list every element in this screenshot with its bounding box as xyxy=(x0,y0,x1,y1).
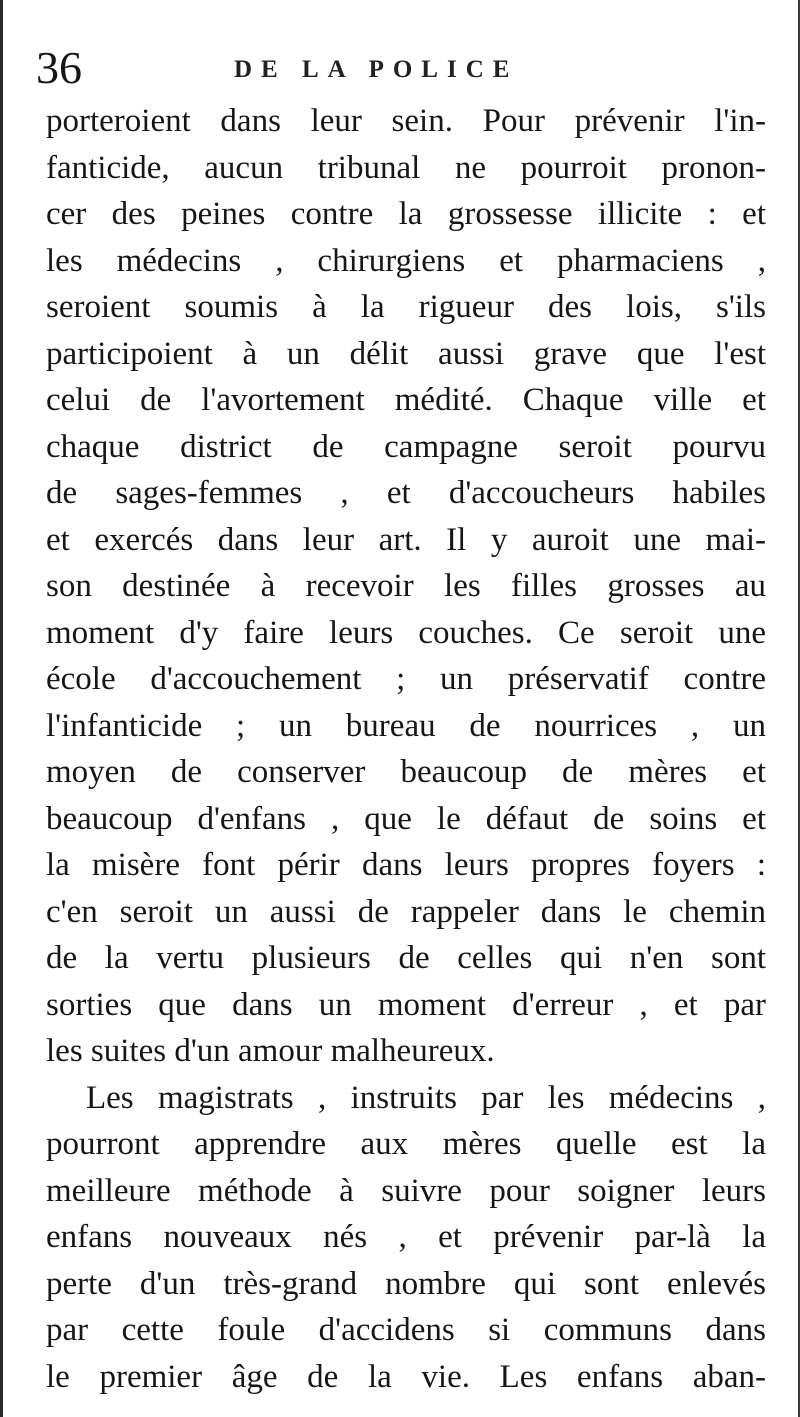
text-line: celui de l'avortement médité. Chaque ville et xyxy=(46,382,766,418)
text-line: c'en seroit un aussi de rappeler dans le chemin xyxy=(46,893,766,930)
text-line: sorties que dans un moment d'erreur , et par xyxy=(46,986,766,1023)
page-number: 36 xyxy=(36,42,82,93)
text-line: seroient soumis à la rigueur des lois, s'ils xyxy=(46,289,766,325)
text-line: pourront apprendre aux mères quelle est la xyxy=(46,1126,766,1162)
text-line: et exercés dans leur art. Il y auroit une mai- xyxy=(46,521,766,558)
text-line: Les magistrats , instruits par les médecins , xyxy=(86,1079,766,1116)
text-line: de sages-femmes , et d'accoucheurs habiles xyxy=(46,475,766,511)
text-line: de la vertu plusieurs de celles qui n'en sont xyxy=(46,940,766,976)
text-line: porteroient dans leur sein. Pour prévenir l'in- xyxy=(46,103,766,139)
text-line: l'infanticide ; un bureau de nourrices , un xyxy=(46,707,766,744)
text-line: les médecins , chirurgiens et pharmaciens , xyxy=(46,242,766,279)
text-line: les suites d'un amour malheureux. xyxy=(46,1033,495,1069)
text-line: cer des peines contre la grossesse illicite : et xyxy=(46,196,766,232)
text-line: beaucoup d'enfans , que le défaut de soins et xyxy=(46,800,766,837)
text-line: enfans nouveaux nés , et prévenir par-là la xyxy=(46,1219,766,1255)
text-line: école d'accouchement ; un préservatif contre xyxy=(46,661,766,697)
text-line: moyen de conserver beaucoup de mères et xyxy=(46,754,766,790)
text-line: moment d'y faire leurs couches. Ce seroit une xyxy=(46,614,766,651)
page-edge-left xyxy=(0,0,3,1417)
text-line: chaque district de campagne seroit pourvu xyxy=(46,428,766,465)
running-head: DE LA POLICE xyxy=(234,56,519,83)
text-line: par cette foule d'accidens si communs dans xyxy=(46,1312,766,1348)
text-line: son destinée à recevoir les filles grosses au xyxy=(46,568,766,604)
text-line: le premier âge de la vie. Les enfans aban- xyxy=(46,1358,766,1395)
text-line: meilleure méthode à suivre pour soigner leurs xyxy=(46,1172,766,1209)
body-text xyxy=(46,98,766,1400)
text-line: perte d'un très-grand nombre qui sont enlevés xyxy=(46,1265,766,1302)
text-line: fanticide, aucun tribunal ne pourroit pronon- xyxy=(46,149,766,186)
text-line: la misère font périr dans leurs propres foyers : xyxy=(46,847,766,883)
text-line: participoient à un délit aussi grave que l'est xyxy=(46,335,766,372)
page-header xyxy=(36,38,756,98)
